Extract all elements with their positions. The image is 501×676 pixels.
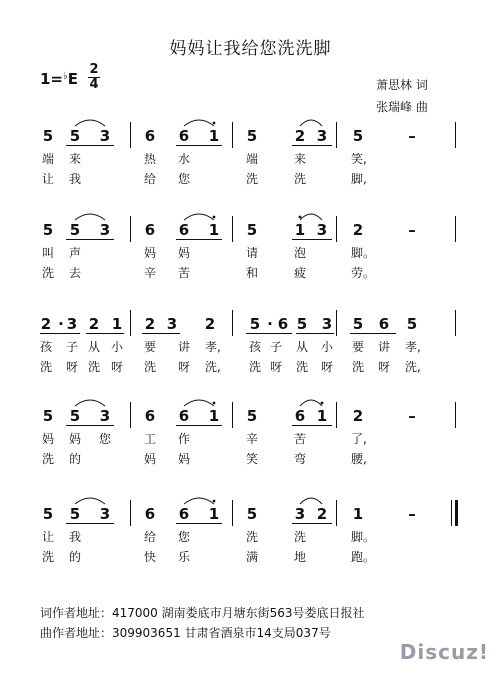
time-bottom: 4 <box>89 77 99 92</box>
lyric-syllable: 讲 <box>377 340 390 354</box>
barline <box>336 310 337 336</box>
lyric-syllable: 辛 <box>245 432 258 446</box>
barline <box>336 402 337 428</box>
note: 2 <box>144 315 156 333</box>
lyric-syllable: 洗 <box>41 550 54 564</box>
lyric-syllable: 辛 <box>143 266 156 280</box>
lyric-syllable: 洗 <box>351 360 364 374</box>
note: 5 <box>69 127 81 145</box>
lyric-syllable: 满 <box>245 550 258 564</box>
barline <box>130 216 131 242</box>
slur-mark <box>300 120 322 126</box>
lyric-syllable: 水 <box>177 152 190 166</box>
note: 3 <box>321 315 333 333</box>
barline <box>336 216 337 242</box>
lyric-syllable: 我 <box>68 172 81 186</box>
note: 1 <box>208 127 220 145</box>
slur-mark <box>184 214 214 220</box>
lyric-syllable: 洗 <box>39 360 52 374</box>
lyric-syllable: 洗 <box>87 360 100 374</box>
lyric-syllable: 乐 <box>177 550 190 564</box>
note-underline <box>176 425 222 426</box>
note: 6 <box>178 407 190 425</box>
note: 2 <box>204 315 216 333</box>
barline <box>130 500 131 526</box>
octave-dot <box>213 500 216 503</box>
note: 6 <box>277 315 289 333</box>
lyric-syllable: 您 <box>98 432 111 446</box>
lyric-syllable: 劳。 <box>351 266 376 280</box>
note: 1 <box>208 505 220 523</box>
lyric-syllable: 洗 <box>293 530 306 544</box>
lyric-syllable: 工 <box>143 432 156 446</box>
note: 6 <box>378 315 390 333</box>
lyric-syllable: 声 <box>68 246 81 260</box>
lyric-syllable: 跑。 <box>351 550 376 564</box>
note: 6 <box>144 505 156 523</box>
lyric-syllable: 孩 <box>39 340 52 354</box>
note: 6 <box>144 221 156 239</box>
note: 3 <box>316 127 328 145</box>
octave-dot <box>321 402 324 405</box>
lyric-syllable: 泡 <box>293 246 306 260</box>
barline <box>232 122 233 148</box>
note: 5 <box>246 221 258 239</box>
lyric-syllable: 洗 <box>245 172 258 186</box>
lyric-syllable: 从 <box>87 340 100 354</box>
note: – <box>408 127 416 145</box>
lyric-syllable: 您 <box>177 172 190 186</box>
lyric-syllable: 笑, <box>351 152 367 166</box>
barline <box>455 310 456 336</box>
lyric-syllable: 作 <box>177 432 190 446</box>
note: 5 <box>246 127 258 145</box>
octave-dot <box>299 216 302 219</box>
barline <box>336 122 337 148</box>
lyric-syllable: 我 <box>68 530 81 544</box>
lyric-syllable: 脚。 <box>351 246 376 260</box>
note: 2 <box>352 221 364 239</box>
lyric-syllable: 给 <box>143 172 156 186</box>
note: 5 <box>246 407 258 425</box>
lyric-syllable: 妈 <box>143 452 156 466</box>
octave-dot <box>213 216 216 219</box>
lyric-syllable: 端 <box>245 152 258 166</box>
lyric-syllable: 了, <box>351 432 367 446</box>
lyricist-credit: 萧思林 词 <box>376 78 428 92</box>
song-title: 妈妈让我给您洗洗脚 <box>169 39 332 59</box>
lyric-syllable: 的 <box>68 550 81 564</box>
note: 5 <box>249 315 261 333</box>
note: 3 <box>316 221 328 239</box>
note-underline <box>292 239 332 240</box>
composer-credit: 张瑞峰 曲 <box>376 100 428 114</box>
note: 2 <box>88 315 100 333</box>
barline <box>130 122 131 148</box>
note-underline <box>246 333 292 334</box>
note: – <box>408 221 416 239</box>
slur-mark <box>75 498 105 504</box>
note-underline <box>40 333 80 334</box>
note-underline <box>176 145 222 146</box>
lyric-syllable: 呀 <box>110 360 123 374</box>
lyric-syllable: 孩 <box>248 340 261 354</box>
lyric-syllable: 来 <box>68 152 81 166</box>
note: 1 <box>208 221 220 239</box>
lyric-syllable: 地 <box>293 550 306 564</box>
lyric-syllable: 孝, <box>405 340 421 354</box>
note: 3 <box>99 127 111 145</box>
lyric-syllable: 快 <box>143 550 156 564</box>
lyric-syllable: 疲 <box>293 266 306 280</box>
barline <box>232 500 233 526</box>
barline <box>455 216 456 242</box>
forum-watermark: Discuz! <box>399 640 489 664</box>
final-barline <box>455 500 458 526</box>
lyric-syllable: 呀 <box>65 360 78 374</box>
lyric-syllable: 给 <box>143 530 156 544</box>
lyric-syllable: 端 <box>41 152 54 166</box>
note: 5 <box>69 407 81 425</box>
note: 6 <box>144 127 156 145</box>
key-prefix: 1= <box>40 70 64 88</box>
note: 2 <box>352 407 364 425</box>
lyric-syllable: 弯 <box>293 452 306 466</box>
lyric-syllable: 妈 <box>41 432 54 446</box>
note: – <box>408 505 416 523</box>
lyric-syllable: 呀 <box>377 360 390 374</box>
note: 1 <box>316 407 328 425</box>
note: 1 <box>294 221 306 239</box>
lyric-syllable: 要 <box>351 340 364 354</box>
lyric-syllable: 笑 <box>245 452 258 466</box>
slur-mark <box>184 120 214 126</box>
note-underline <box>66 523 114 524</box>
lyric-syllable: 从 <box>295 340 308 354</box>
lyric-syllable: 妈 <box>143 246 156 260</box>
lyric-syllable: 您 <box>177 530 190 544</box>
lyric-syllable: 洗, <box>205 360 221 374</box>
note: 6 <box>144 407 156 425</box>
lyric-syllable: 苦 <box>177 266 190 280</box>
lyric-syllable: 请 <box>245 246 258 260</box>
note: 3 <box>166 315 178 333</box>
slur-mark <box>75 400 105 406</box>
lyricist-address: 词作者地址：417000 湖南娄底市月塘东街563号娄底日报社 <box>40 606 365 620</box>
lyric-syllable: 热 <box>143 152 156 166</box>
lyric-syllable: 洗 <box>245 530 258 544</box>
lyric-syllable: 子 <box>269 340 282 354</box>
note: 2 <box>40 315 52 333</box>
octave-dot <box>213 402 216 405</box>
note-underline <box>350 333 396 334</box>
lyric-syllable: 苦 <box>293 432 306 446</box>
lyric-syllable: 的 <box>68 452 81 466</box>
lyric-syllable: 脚。 <box>351 530 376 544</box>
lyric-syllable: 腰, <box>351 452 367 466</box>
note: 5 <box>352 127 364 145</box>
time-top: 2 <box>89 62 99 77</box>
lyric-syllable: 和 <box>245 266 258 280</box>
note: 2 <box>316 505 328 523</box>
lyric-syllable: 呀 <box>269 360 282 374</box>
note-underline <box>66 239 114 240</box>
lyric-syllable: 小 <box>110 340 123 354</box>
lyric-syllable: 叫 <box>41 246 54 260</box>
dotted-note-mark: · <box>267 315 273 333</box>
note-underline <box>66 145 114 146</box>
note: 5 <box>246 505 258 523</box>
slur-mark <box>184 400 214 406</box>
note: 5 <box>352 315 364 333</box>
lyric-syllable: 子 <box>65 340 78 354</box>
barline <box>130 402 131 428</box>
lyric-syllable: 孝, <box>205 340 221 354</box>
note-underline <box>176 523 222 524</box>
slur-mark <box>75 120 105 126</box>
note: 6 <box>178 127 190 145</box>
key-letter: E <box>67 70 78 88</box>
barline <box>232 216 233 242</box>
note: 1 <box>208 407 220 425</box>
lyric-syllable: 妈 <box>177 246 190 260</box>
note: 3 <box>99 407 111 425</box>
barline <box>455 122 456 148</box>
note: 5 <box>406 315 418 333</box>
note: 5 <box>42 221 54 239</box>
note: 3 <box>99 221 111 239</box>
lyric-syllable: 让 <box>41 172 54 186</box>
lyric-syllable: 洗 <box>295 360 308 374</box>
lyric-syllable: 来 <box>293 152 306 166</box>
note: 5 <box>42 505 54 523</box>
note: 3 <box>294 505 306 523</box>
note: 2 <box>294 127 306 145</box>
lyric-syllable: 妈 <box>68 432 81 446</box>
lyric-syllable: 妈 <box>177 452 190 466</box>
lyric-syllable: 洗 <box>41 266 54 280</box>
note: 3 <box>99 505 111 523</box>
dotted-note-mark: · <box>58 315 64 333</box>
lyric-syllable: 洗 <box>293 172 306 186</box>
note: 6 <box>178 221 190 239</box>
lyric-syllable: 洗 <box>248 360 261 374</box>
note: 6 <box>294 407 306 425</box>
lyric-syllable: 讲 <box>177 340 190 354</box>
note: 5 <box>42 407 54 425</box>
note: 5 <box>69 505 81 523</box>
note-underline <box>66 425 114 426</box>
note-underline <box>142 333 180 334</box>
lyric-syllable: 呀 <box>320 360 333 374</box>
barline <box>232 402 233 428</box>
octave-dot <box>213 122 216 125</box>
barline <box>232 310 233 336</box>
lyric-syllable: 洗, <box>405 360 421 374</box>
note: 3 <box>66 315 78 333</box>
slur-mark <box>300 498 322 504</box>
note-underline <box>292 145 332 146</box>
lyric-syllable: 小 <box>320 340 333 354</box>
note-underline <box>292 523 332 524</box>
slur-mark <box>300 400 322 406</box>
note-underline <box>292 425 332 426</box>
slur-mark <box>75 214 105 220</box>
lyric-syllable: 洗 <box>41 452 54 466</box>
slur-mark <box>300 214 322 220</box>
lyric-syllable: 去 <box>68 266 81 280</box>
lyric-syllable: 呀 <box>177 360 190 374</box>
barline <box>455 402 456 428</box>
composer-address: 曲作者地址：309903651 甘肃省酒泉市14支局037号 <box>40 626 331 640</box>
note-underline <box>176 239 222 240</box>
note: 1 <box>352 505 364 523</box>
note: 6 <box>178 505 190 523</box>
flat-symbol: ♭ <box>63 71 68 82</box>
note: 5 <box>42 127 54 145</box>
note: 5 <box>69 221 81 239</box>
barline <box>130 310 131 336</box>
note: – <box>408 407 416 425</box>
note: 1 <box>111 315 123 333</box>
barline <box>451 500 452 526</box>
note-underline <box>86 333 124 334</box>
lyric-syllable: 脚, <box>351 172 367 186</box>
note: 5 <box>296 315 308 333</box>
lyric-syllable: 洗 <box>143 360 156 374</box>
barline <box>336 500 337 526</box>
lyric-syllable: 让 <box>41 530 54 544</box>
lyric-syllable: 要 <box>143 340 156 354</box>
slur-mark <box>184 498 214 504</box>
note-underline <box>296 333 334 334</box>
